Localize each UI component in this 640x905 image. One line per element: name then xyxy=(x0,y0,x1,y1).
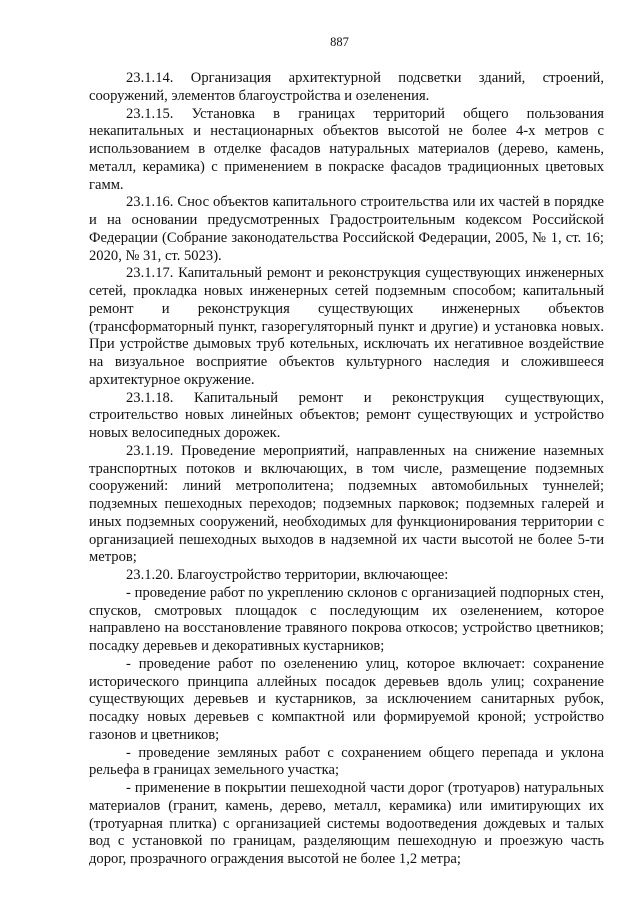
paragraph-23-1-18: 23.1.18. Капитальный ремонт и реконструкция существующих, строительство новых линейных объектов; ремонт существующих и устройство новых велосипедных дорожек. xyxy=(89,389,604,441)
list-item-street-greening: - проведение работ по озеленению улиц, которое включает: сохранение исторического принципа аллейных посадок деревьев вдоль улиц; сохранение существующих деревьев и кустарников, за исключением санитарных рубок, посадку новых деревьев с компактной или формируемой кроной; устройство газонов и цветников; xyxy=(89,655,604,743)
paragraph-23-1-14: 23.1.14. Организация архитектурной подсветки зданий, строений, сооружений, элементов благоустройства и озеленения. xyxy=(89,70,604,104)
paragraph-23-1-19: 23.1.19. Проведение мероприятий, направленных на снижение наземных транспортных потоков и включающих, в том числе, размещение подземных сооружений: линий метрополитена; подземных автомобильных туннелей; подземных пешеходных переходов; подземных парковок; подземных галерей и иных подземных сооружений, необходимых для функционирования территории с организацией пешеходных выходов в надземной их части высотой не более 5-ти метров; xyxy=(89,442,604,566)
list-item-pavement: - применение в покрытии пешеходной части дорог (тротуаров) натуральных материалов (гранит, камень, дерево, металл, керамика) или имитирующих их (тротуарная плитка) с организацией системы водоотведения дождевых и талых вод с установкой по границам, разделяющим пешеходную и проезжую часть дорог, прозрачного ограждения высотой не более 1,2 метра; xyxy=(89,780,604,867)
paragraph-23-1-16: 23.1.16. Снос объектов капитального строительства или их частей в порядке и на основании предусмотренных Градостроительным кодексом Российской Федерации (Собрание законодательства Российской Федерации, 2005, № 1, ст. 16; 2020, № 31, ст. 5023). xyxy=(89,194,604,264)
list-item-earthworks: - проведение земляных работ с сохранением общего перепада и уклона рельефа в границах земельного участка; xyxy=(89,744,604,779)
paragraph-23-1-20: 23.1.20. Благоустройство территории, включающее: xyxy=(126,567,449,583)
paragraph-23-1-17: 23.1.17. Капитальный ремонт и реконструкция существующих инженерных сетей, прокладка новых инженерных сетей подземным способом; капитальный ремонт и реконструкция существующих инженерных объектов (трансформаторный пункт, газорегуляторный пункт и другие) и установка новых. При устройстве дымовых труб котельных, исключать их негативное воздействие на визуальное восприятие объектов культурного наследия и сложившееся архитектурное окружение. xyxy=(89,265,604,388)
page-number: 887 xyxy=(330,35,349,49)
document-body xyxy=(89,70,604,869)
list-item-slopes: - проведение работ по укреплению склонов с организацией подпорных стен, спусков, смотровых площадок с последующим их озеленением, которое направлено на восстановление травяного покрова откосов; устройство цветников; посадку деревьев и декоративных кустарников; xyxy=(89,584,604,654)
paragraph-23-1-15: 23.1.15. Установка в границах территорий общего пользования некапитальных и нестационарных объектов высотой не более 4-х метров с использованием в отделке фасадов натуральных материалов (дерево, камень, металл, керамика) с применением в покраске фасадов традиционных цветовых гамм. xyxy=(89,105,604,193)
